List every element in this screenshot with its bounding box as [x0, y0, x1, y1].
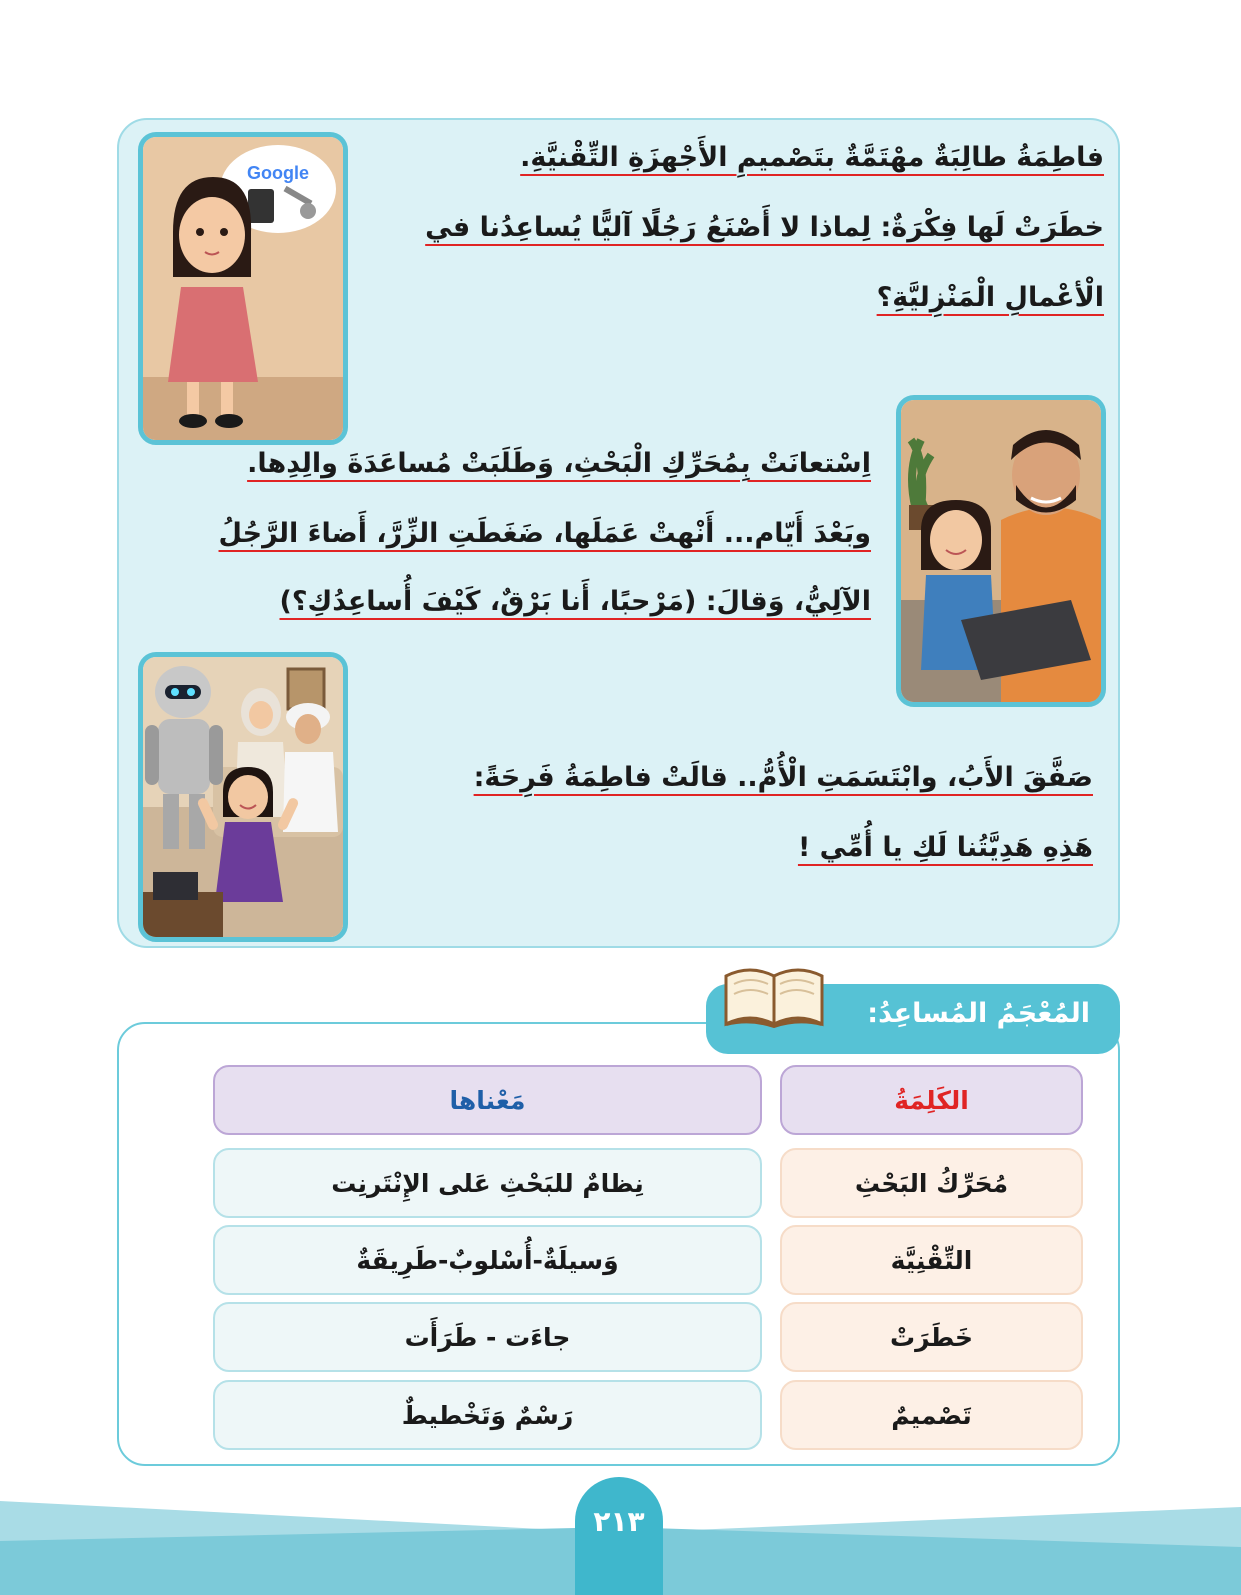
story-line-3: الْأعْمالِ الْمَنْزِليَّةِ؟	[876, 282, 1104, 313]
story-line-7: صَفَّقَ الأَبُ، وابْتَسَمَتِ الْأُمُّ.. قالَتْ فاطِمَةُ فَرِحَةً:	[473, 762, 1093, 793]
page-number: ٢١٣	[575, 1477, 663, 1595]
header-meaning: مَعْناها	[213, 1065, 762, 1135]
girl-thinking-illustration	[138, 132, 348, 445]
dictionary-word: مُحَرِّكُ البَحْثِ	[780, 1148, 1083, 1218]
dictionary-word: خَطَرَتْ	[780, 1302, 1083, 1372]
story-line-6: الآلِيُّ، وَقالَ: (مَرْحبًا، أَنا بَرْقٌ، كَيْفَ أُساعِدُكِ؟)	[279, 586, 871, 617]
robot-family-illustration	[138, 652, 348, 942]
story-line-5: وبَعْدَ أَيّام... أَنْهتْ عَمَلَها، ضَغَطَتِ الزِّرَّ، أَضاءَ الرَّجُلُ	[218, 518, 871, 549]
story-line-8: هَذِهِ هَدِيَّتُنا لَكِ يا أُمِّي !	[797, 832, 1093, 863]
dictionary-word: التِّقْنِيَّة	[780, 1225, 1083, 1295]
story-line-1: فاطِمَةُ طالِبَةٌ مهْتَمَّةٌ بتَصْميمِ الأَجْهزَةِ التِّقْنيَّةِ.	[520, 142, 1104, 173]
header-word: الكَلِمَةُ	[780, 1065, 1083, 1135]
open-book-icon	[722, 962, 826, 1028]
dictionary-meaning: نِظامٌ للبَحْثِ عَلى الإِنْتَرنِت	[213, 1148, 762, 1218]
google-logo: Google	[247, 163, 309, 183]
dictionary-meaning: وَسيلَةٌ-أُسْلوبٌ-طَرِيقَةٌ	[213, 1225, 762, 1295]
dictionary-word: تَصْميمٌ	[780, 1380, 1083, 1450]
story-line-2: خطَرَتْ لَها فِكْرَةٌ: لِماذا لا أَصْنَعُ رَجُلًا آليًّا يُساعِدُنا في	[425, 212, 1104, 243]
story-line-4: اِسْتعانَتْ بِمُحَرِّكِ الْبَحْثِ، وَطَلَبَتْ مُساعَدَةَ والِدِها.	[247, 448, 871, 479]
dictionary-meaning: رَسْمٌ وَتَخْطيطٌ	[213, 1380, 762, 1450]
father-daughter-illustration	[896, 395, 1106, 707]
dictionary-meaning: جاءَت - طَرَأَت	[213, 1302, 762, 1372]
dictionary-title: المُعْجَمُ المُساعِدُ:	[867, 998, 1090, 1029]
